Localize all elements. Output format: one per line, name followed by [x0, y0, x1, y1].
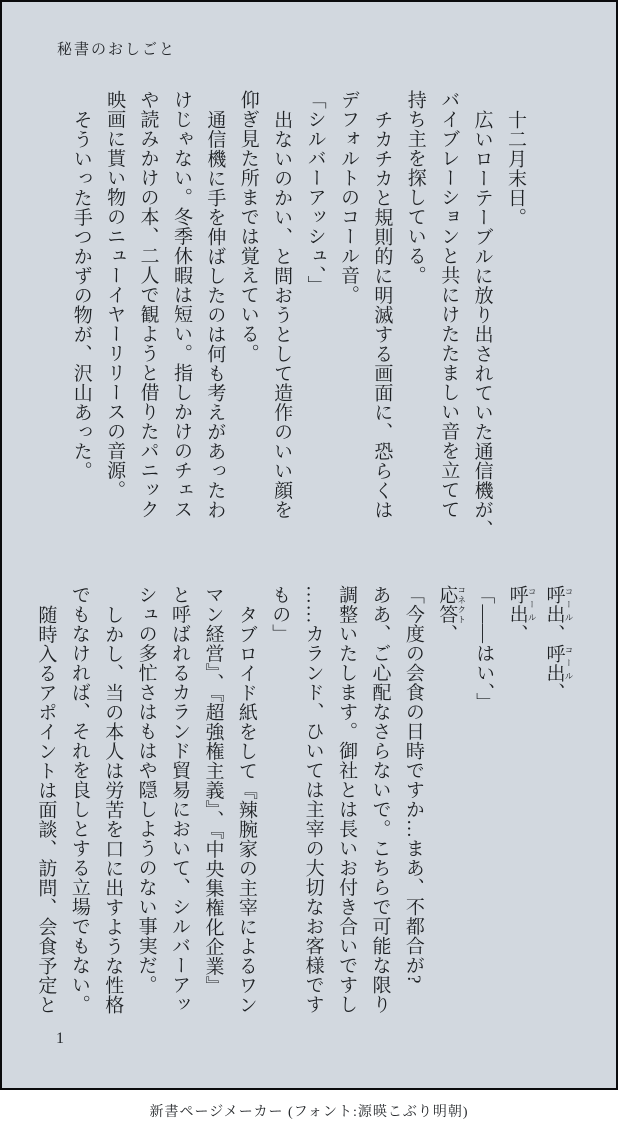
- running-header-title: 秘書のおしごと: [57, 42, 177, 58]
- text-column: バイブレーションと共にけたたましい音を立てて: [438, 90, 460, 519]
- text-column: 通信機に手を伸ばしたのは何も考えがあったわ: [204, 110, 226, 520]
- text-column: チカチカと規則的に明滅する画面に、恐らくは: [371, 110, 393, 520]
- text-column: 調整いたします。御社とは長いお付き合いですし: [336, 585, 358, 1014]
- text-column: と呼ばれるカランド貿易において、シルバーアッ: [169, 585, 191, 1014]
- page-number: 1: [56, 1030, 64, 1047]
- body-text-upper-block: [64, 90, 532, 568]
- text-column: 映画に貰い物のニューイヤーリリースの音源。: [104, 90, 126, 500]
- text-column: そういった手つかずの物が、沢山あった。: [70, 110, 92, 481]
- text-column: 呼出 コール、: [506, 585, 538, 644]
- text-column: 応答 コネクト、: [436, 585, 467, 644]
- ruby-annotated-word: 呼出 コール: [506, 585, 538, 624]
- ruby-annotated-word: 応答 コネクト: [436, 585, 467, 624]
- text-column: 呼出 コール、呼出 コール、: [543, 585, 574, 702]
- text-column: ああ、ご心配なさらないで。こちらで可能な限り: [369, 585, 391, 1014]
- text-column: 仰ぎ見た所までは覚えている。: [237, 90, 259, 363]
- text-column: 持ち主を探している。: [404, 90, 426, 285]
- text-column: もの」: [269, 585, 291, 644]
- text-column: 十二月末日。: [505, 110, 526, 227]
- ruby-annotated-word: 呼出 コール: [543, 643, 574, 683]
- text-column: 「――はい、」: [473, 585, 495, 712]
- text-column: しかし、当の本人は労苦を口に出すような性格: [102, 605, 124, 1015]
- body-text-lower-block: [29, 585, 574, 1055]
- text-column: 出ないのかい、と問おうとして造作のいい顔を: [271, 110, 293, 520]
- text-column: 広いローテーブルに放り出されていた通信機が、: [471, 110, 493, 539]
- text-column: シュの多忙さはもはや隠しようのない事実だ。: [135, 585, 157, 995]
- generator-caption: 新書ページメーカー (フォント:源暎こぶり明朝): [149, 1105, 469, 1120]
- text-column: でもなければ、それを良しとする立場でもない。: [68, 585, 90, 1014]
- text-column: 「今度の会食の日時ですか…まあ、不都合が?: [402, 585, 424, 984]
- text-column: けじゃない。冬季休暇は短い。指しかけのチェス: [170, 90, 192, 519]
- text-column: デフォルトのコール音。: [337, 90, 359, 305]
- text-column: マン経営』、『超強権主義』、『中央集権化企業』: [202, 585, 224, 996]
- text-column: ……カランド、ひいては主宰の大切なお客様です: [302, 585, 324, 1014]
- text-column: 「シルバーアッシュ、」: [304, 90, 326, 295]
- text-column: 随時入るアポイントは面談、訪問、会食予定と: [35, 605, 57, 1015]
- text-column: タブロイド紙をして『辣腕家の主宰によるワン: [235, 605, 257, 1015]
- ruby-annotated-word: 呼出 コール: [543, 585, 574, 624]
- footer-bar: [0, 1090, 618, 1132]
- text-column: や読みかけの本、二人で観ようと借りたパニック: [137, 90, 159, 519]
